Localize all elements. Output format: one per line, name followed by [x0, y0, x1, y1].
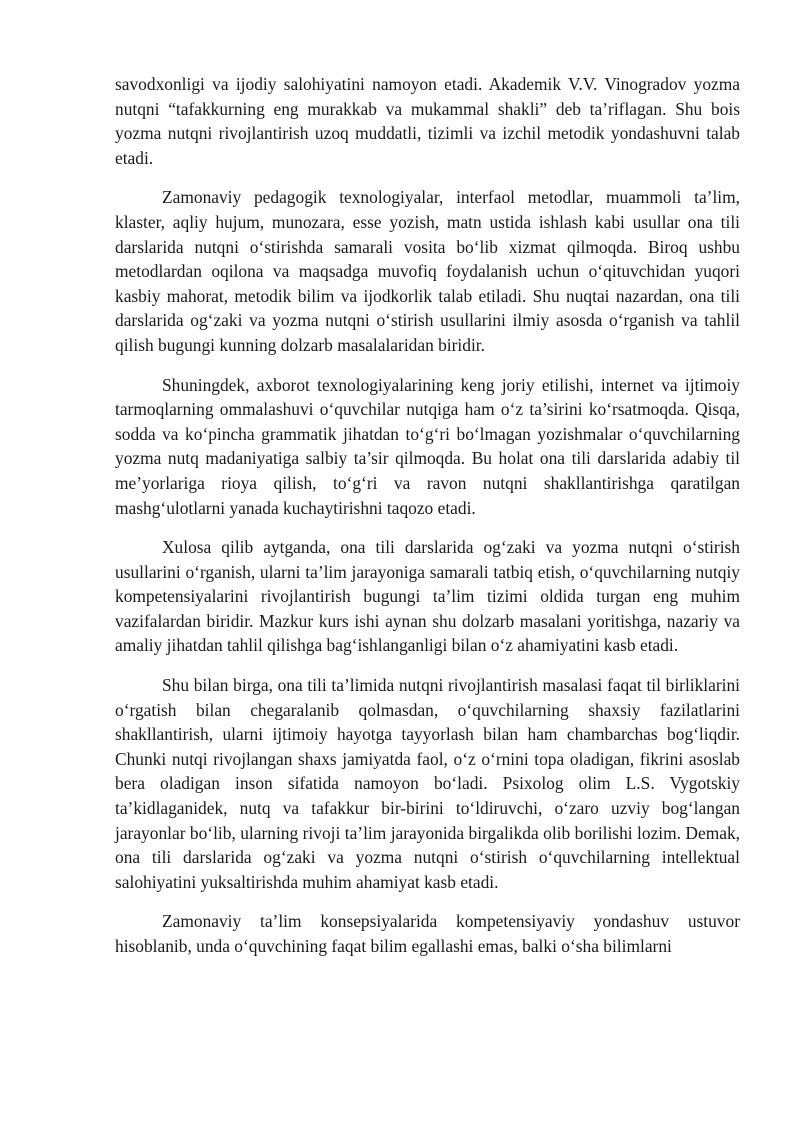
paragraph-competency-approach: Zamonaviy ta’lim konsepsiyalarida kompetensiyaviy yondashuv ustuvor hisoblanib, unda o‘quvchining faqat bilim egallashi emas, balki o‘sha bilimlarni [115, 911, 740, 956]
paragraph-personal-qualities: Shu bilan birga, ona tili ta’limida nutqni rivojlantirish masalasi faqat til birliklarini o‘rgatish bilan chegaralanib qolmasdan, o‘quvchilarning shaxsiy fazilatlarini shakllantirish, ularni ijtimoiy hayotga tayyorlash bilan ham chambarchas bog‘liqdir. Chunki nutqi rivojlangan shaxs jamiyatda faol, o‘z o‘rnini topa oladigan, fikrini asoslab bera oladigan inson sifatida namoyon bo‘ladi. Psixolog olim L.S. Vygotskiy ta’kidlaganidek, nutq va tafakkur bir-birini to‘ldiruvchi, o‘zaro uzviy bog‘langan jarayonlar bo‘lib, ularning rivoji ta’lim jarayonida birgalikda olib borilishi lozim. Demak, ona tili darslarida og‘zaki va yozma nutqni o‘stirish o‘quvchilarning intellektual salohiyatini yuksaltirishda muhim ahamiyat kasb etadi. [115, 675, 740, 892]
paragraph-information-technologies: Shuningdek, axborot texnologiyalarining keng joriy etilishi, internet va ijtimoiy tarmoqlarning ommalashuvi o‘quvchilar nutqiga ham o‘z ta’sirini ko‘rsatmoqda. Qisqa, sodda va ko‘pincha grammatik jihatdan to‘g‘ri bo‘lmagan yozishmalar o‘quvchilarning yozma nutq madaniyatiga salbiy ta’sir qilmoqda. Bu holat ona tili darslarida adabiy til me’yorlariga rioya qilish, to‘g‘ri va ravon nutqni shakllantirishga qaratilgan mashg‘ulotlarni yanada kuchaytirishni taqozo etadi. [115, 374, 740, 518]
paragraph-pedagogical-technologies: Zamonaviy pedagogik texnologiyalar, interfaol metodlar, muammoli ta’lim, klaster, aqliy hujum, munozara, esse yozish, matn ustida ishlash kabi usullar ona tili darslarida nutqni o‘stirishda samarali vosita bo‘lib xizmat qilmoqda. Biroq ushbu metodlardan oqilona va maqsadga muvofiq foydalanish uchun o‘qituvchidan yuqori kasbiy mahorat, metodik bilim va ijodkorlik talab etiladi. Shu nuqtai nazardan, ona tili darslarida og‘zaki va yozma nutqni o‘stirish usullarini ilmiy asosda o‘rganish va tahlil qilish bugungi kunning dolzarb masalalaridan biridir. [115, 187, 740, 355]
paragraph-conclusion: Xulosa qilib aytganda, ona tili darslarida og‘zaki va yozma nutqni o‘stirish usullarini o‘rganish, ularni ta’lim jarayoniga samarali tatbiq etish, o‘quvchilarning nutqiy kompetensiyalarini rivojlantirish bugungi ta’lim tizimi oldida turgan eng muhim vazifalardan biridir. Mazkur kurs ishi aynan shu dolzarb masalani yoritishga, nazariy va amaliy jihatdan tahlil qilishga bag‘ishlanganligi bilan o‘z ahamiyatini kasb etadi. [115, 537, 740, 656]
paragraph-continuation: savodxonligi va ijodiy salohiyatini namoyon etadi. Akademik V.V. Vinogradov yozma nutqni “tafakkurning eng murakkab va mukammal shakli” deb ta’riflagan. Shu bois yozma nutqni rivojlantirish uzoq muddatli, tizimli va izchil metodik yondashuvni talab etadi. [115, 74, 740, 168]
